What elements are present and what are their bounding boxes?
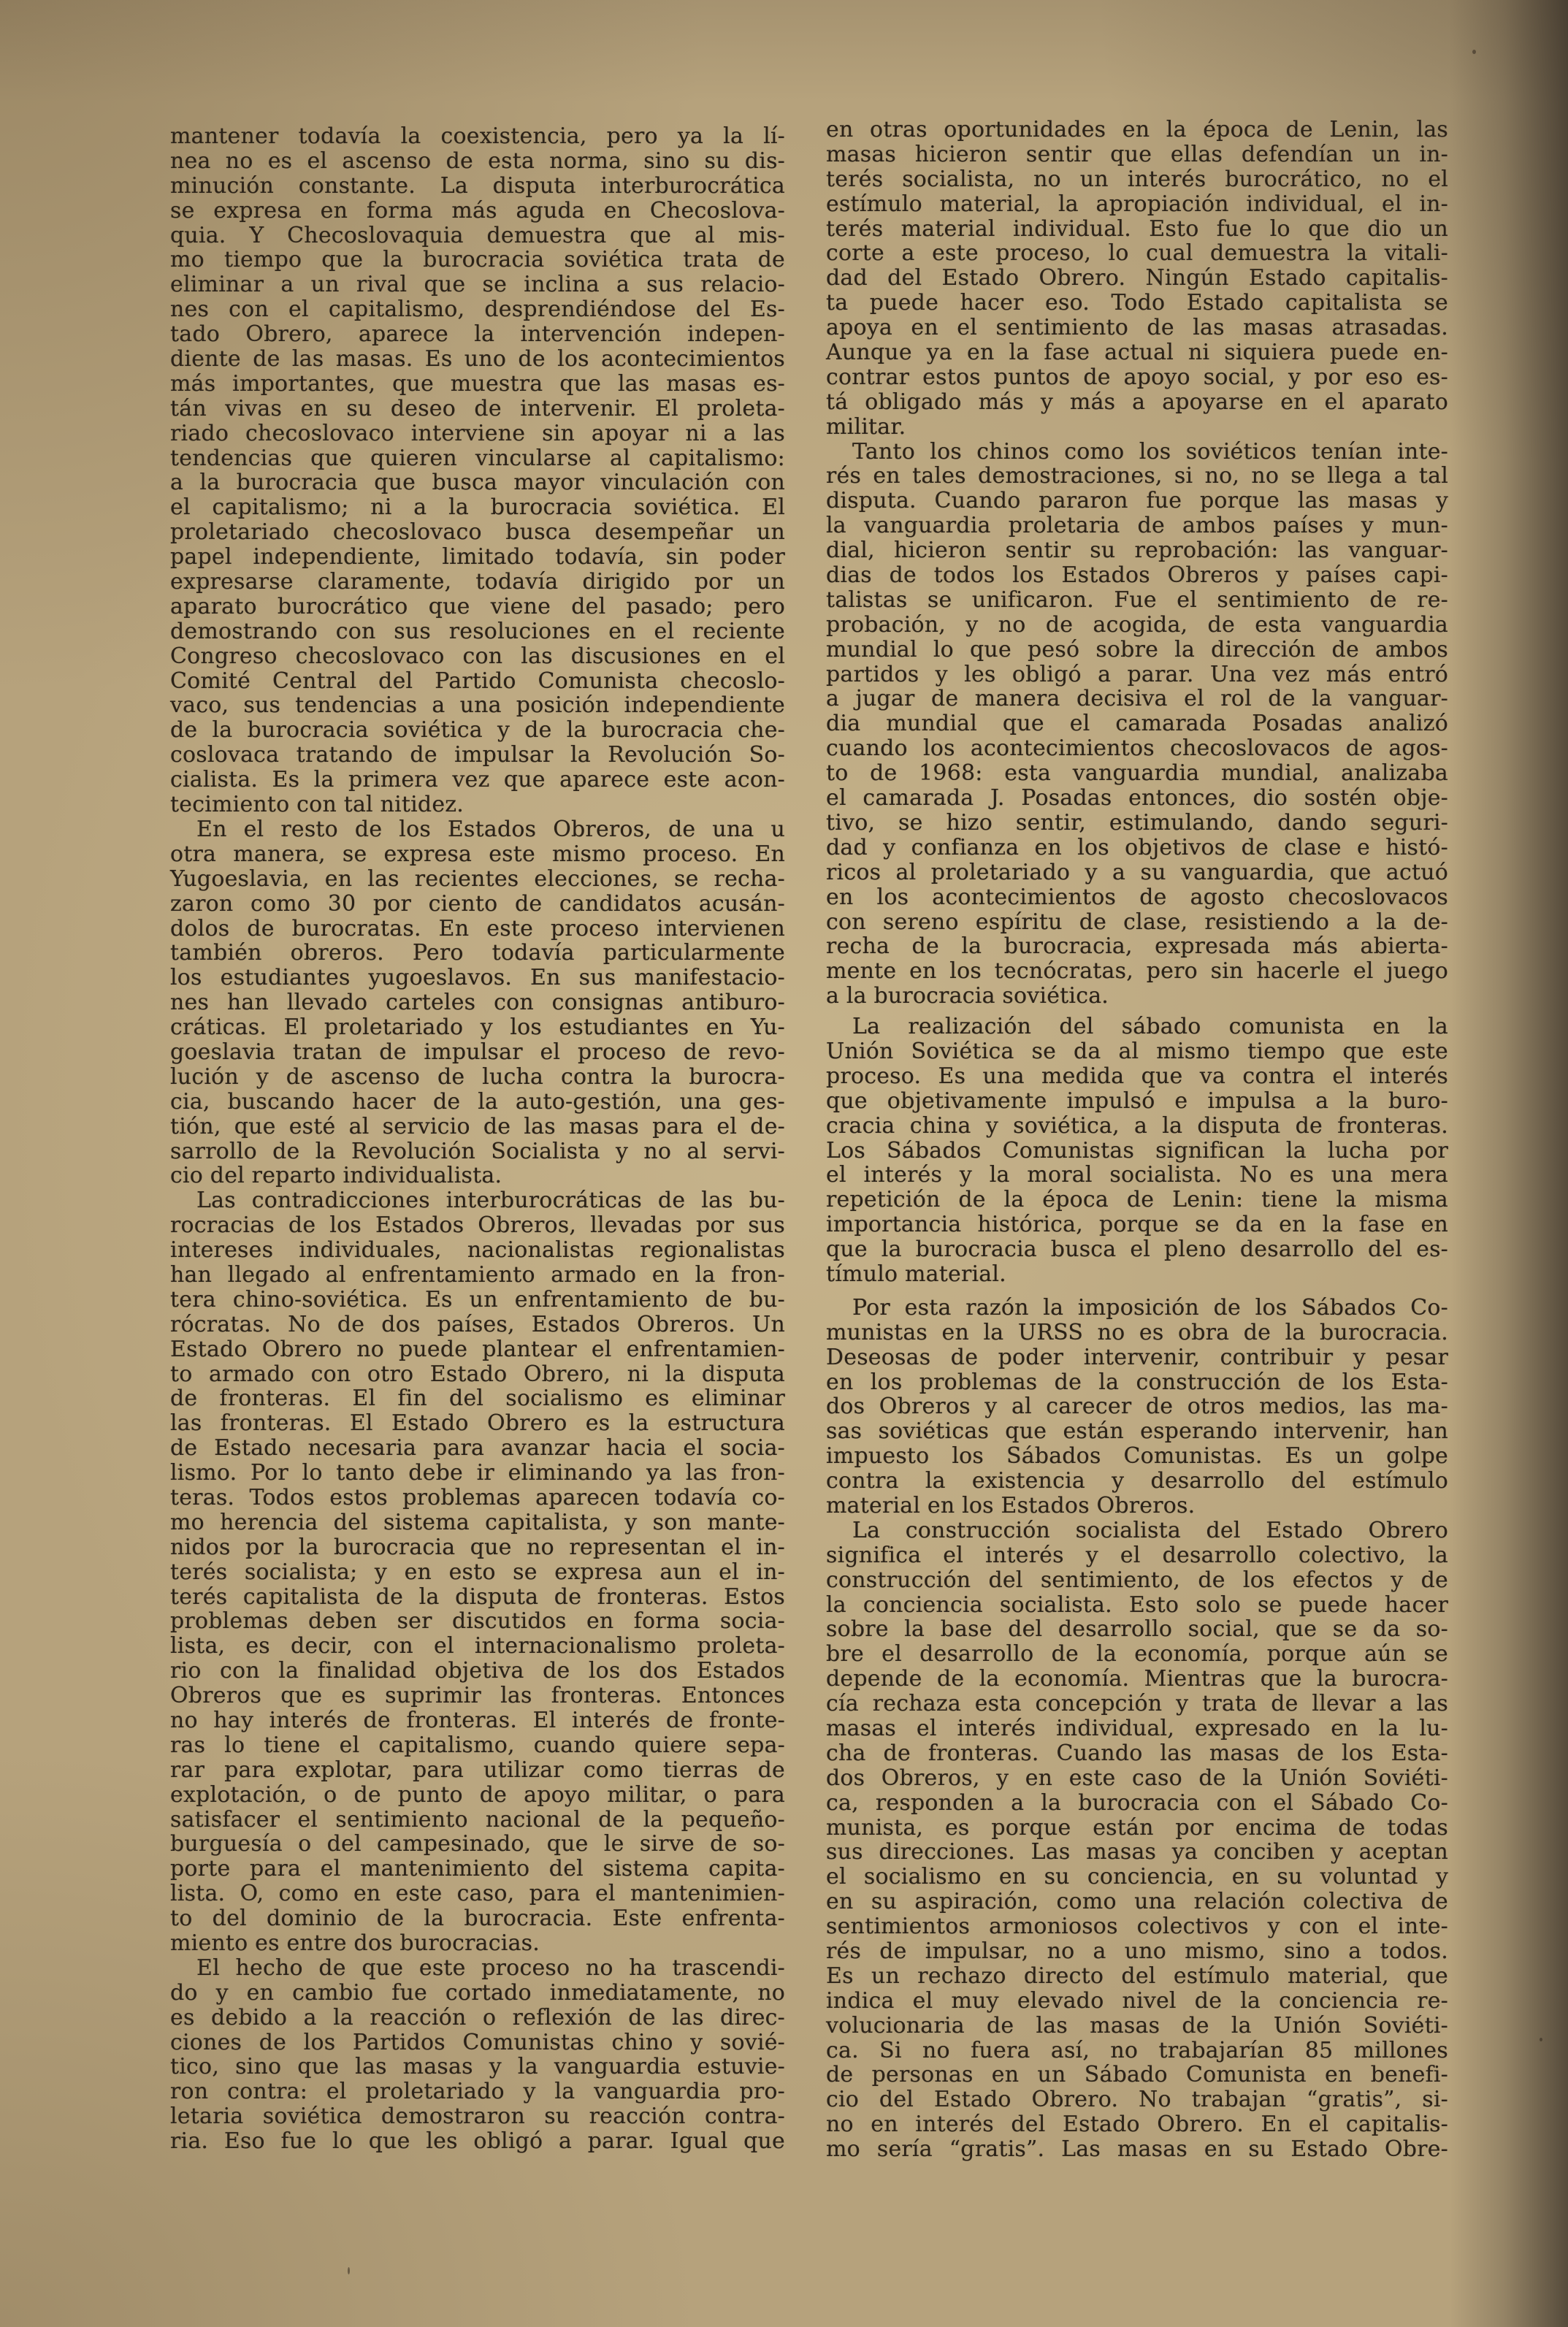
text-line: Las contradicciones interburocráticas de las bu-: [196, 1188, 785, 1214]
text-line: Comité Central del Partido Comunista checoslo-: [170, 668, 785, 694]
text-line: tá obligado más y más a apoyarse en el aparato: [826, 389, 1448, 415]
text-line: dad del Estado Obrero. Ningún Estado capitalis-: [826, 265, 1448, 291]
text-line: mundial lo que pesó sobre la dirección de ambos: [826, 636, 1448, 662]
text-line: cráticas. El proletariado y los estudiantes en Yu-: [170, 1015, 785, 1041]
text-line: porte para el mantenimiento del sistema capita-: [170, 1856, 785, 1882]
scan-speck: [348, 2267, 350, 2274]
text-line: contra la existencia y desarrollo del estímulo: [826, 1468, 1448, 1494]
text-line: mo sería “gratis”. Las masas en su Estado Obre-: [826, 2136, 1448, 2163]
text-line: rar para explotar, para utilizar como tierras de: [170, 1757, 785, 1783]
text-line: eliminar a un rival que se inclina a sus relacio-: [170, 272, 785, 298]
text-line: recha de la burocracia, expresada más abierta-: [826, 933, 1448, 960]
paragraph: [826, 1518, 1448, 2162]
text-line: Es un rechazo directo del estímulo material, que: [826, 1963, 1448, 1989]
text-line: lismo. Por lo tanto debe ir eliminando ya las fron-: [170, 1460, 785, 1486]
text-line: el camarada J. Posadas entonces, dio sostén obje-: [826, 785, 1448, 811]
text-line: minución constante. La disputa interburocrática: [170, 172, 785, 199]
text-line: terés material individual. Esto fue lo que dio un: [826, 215, 1448, 242]
text-line: dia mundial que el camarada Posadas analizó: [826, 711, 1448, 737]
text-line: quia. Y Checoslovaquia demuestra que al mis-: [170, 222, 785, 248]
text-line: mo herencia del sistema capitalista, y son mante-: [170, 1509, 785, 1535]
text-line: tera chino-soviética. Es un enfrentamiento de bu-: [170, 1286, 785, 1312]
text-line: el interés y la moral socialista. No es una mera: [826, 1162, 1448, 1188]
text-line: de fronteras. El fin del socialismo es eliminar: [170, 1386, 785, 1412]
text-line: sus direcciones. Las masas ya conciben y aceptan: [826, 1839, 1448, 1865]
text-line: la vanguardia proletaria de ambos países y mun-: [826, 513, 1448, 539]
text-line: talistas se unificaron. Fue el sentimiento de re-: [826, 586, 1448, 613]
text-line: coslovaca tratando de impulsar la Revolución So-: [170, 742, 785, 768]
text-line: rocracias de los Estados Obreros, llevadas por sus: [170, 1212, 785, 1239]
text-line: nes con el capitalismo, desprendiéndose del Es-: [170, 297, 785, 323]
text-line: partidos y les obligó a parar. Una vez más entró: [826, 661, 1448, 687]
text-line: goeslavia tratan de impulsar el proceso de revo-: [170, 1039, 785, 1065]
text-line: ta puede hacer eso. Todo Estado capitalista se: [826, 290, 1448, 316]
text-line: no hay interés de fronteras. El interés de fronte-: [170, 1708, 785, 1733]
text-line: proletariado checoslovaco busca desempeñar un: [170, 519, 785, 546]
text-line: terés socialista; y en esto se expresa aun el in-: [170, 1559, 785, 1585]
text-line: lista, es decir, con el internacionalismo proleta-: [170, 1633, 785, 1659]
text-line: cialista. Es la primera vez que aparece este acon-: [170, 767, 785, 793]
text-line: explotación, o de punto de apoyo militar, o para: [170, 1781, 785, 1808]
text-line: el socialismo en su conciencia, en su voluntad y: [826, 1864, 1448, 1890]
text-line: militar.: [826, 413, 906, 440]
text-line: el capitalismo; ni a la burocracia soviética. El: [170, 494, 785, 521]
text-line: los estudiantes yugoeslavos. En sus manifestacio-: [170, 965, 785, 991]
text-line: contrar estos puntos de apoyo social, y por eso es-: [826, 364, 1448, 390]
text-line: aparato burocrático que viene del pasado; pero: [170, 593, 785, 619]
text-line: sarrollo de la Revolución Socialista y no al servi-: [170, 1138, 785, 1164]
text-line: ciones de los Partidos Comunistas chino y sovié-: [170, 2029, 785, 2055]
text-line: Yugoeslavia, en las recientes elecciones, se recha-: [170, 866, 785, 892]
text-line: Por esta razón la imposición de los Sábados Co-: [852, 1294, 1448, 1321]
text-line: tión, que esté al servicio de las masas para el de-: [170, 1113, 785, 1139]
text-line: terés capitalista de la disputa de fronteras. Estos: [170, 1583, 785, 1610]
text-line: de la burocracia soviética y de la burocracia che-: [170, 717, 785, 744]
paragraph: [826, 1296, 1448, 1518]
text-line: masas hicieron sentir que ellas defendían un in-: [826, 141, 1448, 167]
text-line: dial, hicieron sentir su reprobación: las vanguar-: [826, 538, 1448, 564]
text-line: burguesía o del campesinado, que le sirve de so-: [170, 1831, 785, 1857]
text-line: a la burocracia soviética.: [826, 983, 1109, 1009]
text-line: diente de las masas. Es uno de los acontecimientos: [170, 346, 785, 372]
text-line: cracia china y soviética, a la disputa de fronteras.: [826, 1112, 1448, 1139]
text-line: de personas en un Sábado Comunista en benefi-: [826, 2062, 1448, 2088]
text-line: probación, y no de acogida, de esta vanguardia: [826, 611, 1448, 638]
text-line: tivo, se hizo sentir, estimulando, dando seguri-: [826, 809, 1448, 836]
text-line: es debido a la reacción o reflexión de las direc-: [170, 2004, 785, 2030]
text-line: dos Obreros, y en este caso de la Unión Soviéti-: [826, 1765, 1448, 1791]
text-line: nidos por la burocracia que no representan el in-: [170, 1534, 785, 1560]
text-line: han llegado al enfrentamiento armado en la fron-: [170, 1261, 785, 1288]
text-line: Los Sábados Comunistas significan la lucha por: [826, 1137, 1448, 1164]
text-line: lista. O, como en este caso, para el mantenimien-: [170, 1881, 785, 1907]
text-line: dad y confianza en los objetivos de clase e histó-: [826, 834, 1448, 860]
text-line: apoya en el sentimiento de las masas atrasadas.: [826, 315, 1448, 341]
text-line: indica el muy elevado nivel de la conciencia re-: [826, 1987, 1448, 2014]
text-line: bre el desarrollo de la economía, porque aún se: [826, 1641, 1448, 1667]
text-line: dos Obreros y al carecer de otros medios, las ma-: [826, 1394, 1448, 1420]
text-line: ca. Si no fuera así, no trabajarían 85 millones: [826, 2037, 1448, 2063]
text-line: impuesto los Sábados Comunistas. Es un golpe: [826, 1443, 1448, 1470]
paragraph: [170, 1188, 785, 1956]
text-line: cia, buscando hacer de la auto-gestión, una ges-: [170, 1088, 785, 1115]
text-line: to del dominio de la burocracia. Este enfrenta-: [170, 1906, 785, 1932]
text-line: proceso. Es una medida que va contra el interés: [826, 1063, 1448, 1089]
text-line: miento es entre dos burocracias.: [170, 1930, 540, 1957]
text-line: masas el interés individual, expresado en la lu-: [826, 1716, 1448, 1741]
paragraph: [170, 124, 785, 817]
text-line: La realización del sábado comunista en la: [852, 1014, 1448, 1040]
text-line: sas soviéticas que están esperando intervenir, han: [826, 1418, 1448, 1445]
text-line: cio del Estado Obrero. No trabajan “gratis”, si-: [826, 2087, 1448, 2113]
text-line: Congreso checoslovaco con las discusiones en el: [170, 643, 785, 669]
text-line: ria. Eso fue lo que les obligó a parar. Igual que: [170, 2128, 785, 2155]
text-line: disputa. Cuando pararon fue porque las masas y: [826, 488, 1448, 514]
scan-speck: [1472, 50, 1476, 54]
paragraph: [170, 1956, 785, 2154]
paragraph: [826, 440, 1448, 1009]
text-line: rio con la finalidad objetiva de los dos Estados: [170, 1658, 785, 1684]
text-line: Tanto los chinos como los soviéticos tenían inte-: [852, 438, 1448, 465]
text-line: ras lo tiene el capitalismo, cuando quiere sepa-: [170, 1732, 785, 1758]
text-column-left: [170, 124, 785, 2154]
text-line: intereses individuales, nacionalistas regionalistas: [170, 1237, 785, 1264]
text-line: se expresa en forma más aguda en Checoslova-: [170, 197, 785, 223]
text-line: construcción del sentimiento, de los efectos y de: [826, 1567, 1448, 1593]
text-line: terés socialista, no un interés burocrático, no el: [826, 166, 1448, 192]
text-line: que objetivamente impulsó e impulsa a la buro-: [826, 1088, 1448, 1114]
text-line: en su aspiración, como una relación colectiva de: [826, 1889, 1448, 1915]
text-line: nea no es el ascenso de esta norma, sino su dis-: [170, 148, 785, 174]
text-line: tado Obrero, aparece la intervención indepen-: [170, 321, 785, 348]
text-line: ron contra: el proletariado y la vanguardia pro-: [170, 2079, 785, 2105]
text-line: ricos al proletariado y a su vanguardia, que actuó: [826, 859, 1448, 885]
text-line: papel independiente, limitado todavía, sin poder: [170, 544, 785, 570]
text-line: sentimientos armoniosos colectivos y con el inte-: [826, 1914, 1448, 1940]
text-line: mo tiempo que la burocracia soviética trata de: [170, 247, 785, 273]
text-line: tecimiento con tal nitidez.: [170, 792, 464, 818]
text-line: to armado con otro Estado Obrero, ni la disputa: [170, 1361, 785, 1387]
text-line: tán vivas en su deseo de intervenir. El proleta-: [170, 395, 785, 421]
text-line: de Estado necesaria para avanzar hacia el socia-: [170, 1435, 785, 1461]
text-line: repetición de la época de Lenin: tiene la misma: [826, 1187, 1448, 1213]
text-line: lución y de ascenso de lucha contra la burocra-: [170, 1063, 785, 1090]
text-line: tico, sino que las masas y la vanguardia estuvie-: [170, 2054, 785, 2080]
text-line: demostrando con sus resoluciones en el reciente: [170, 618, 785, 644]
text-line: cuando los acontecimientos checoslovacos de agos-: [826, 735, 1448, 762]
text-line: depende de la economía. Mientras que la burocra-: [826, 1666, 1448, 1692]
text-line: las fronteras. El Estado Obrero es la estructura: [170, 1410, 785, 1437]
text-line: rés en tales demostraciones, si no, no se llega a tal: [826, 463, 1448, 489]
text-line: munista, es porque están por encima de todas: [826, 1814, 1448, 1841]
text-line: rés de impulsar, no a uno mismo, sino a todos.: [826, 1938, 1448, 1965]
text-line: en otras oportunidades en la época de Lenin, las: [826, 117, 1448, 142]
text-line: rócratas. No de dos países, Estados Obreros. Un: [170, 1311, 785, 1337]
text-line: cio del reparto individualista.: [170, 1163, 502, 1189]
text-line: cha de fronteras. Cuando las masas de los Esta-: [826, 1740, 1448, 1766]
text-line: Unión Soviética se da al mismo tiempo que este: [826, 1038, 1448, 1064]
text-line: vaco, sus tendencias a una posición independiente: [170, 692, 785, 719]
text-line: no en interés del Estado Obrero. En el capitalis-: [826, 2112, 1448, 2138]
text-line: Obreros que es suprimir las fronteras. Entonces: [170, 1683, 785, 1709]
text-line: que la burocracia busca el pleno desarrollo del es-: [826, 1237, 1448, 1263]
text-line: do y en cambio fue cortado inmediatamente, no: [170, 1979, 785, 2006]
text-line: en los problemas de la construcción de los Esta-: [826, 1369, 1448, 1395]
text-line: mente en los tecnócratas, pero sin hacerle el juego: [826, 958, 1448, 985]
text-line: Aunque ya en la fase actual ni siquiera puede en-: [826, 340, 1448, 366]
paragraph: [170, 817, 785, 1188]
text-line: zaron como 30 por ciento de candidatos acusán-: [170, 890, 785, 917]
text-line: ca, responden a la burocracia con el Sábado Co-: [826, 1789, 1448, 1816]
text-line: nes han llevado carteles con consignas antiburo-: [170, 990, 785, 1016]
text-line: problemas deben ser discutidos en forma socia-: [170, 1608, 785, 1635]
text-line: material en los Estados Obreros.: [826, 1492, 1196, 1518]
text-line: significa el interés y el desarrollo colectivo, la: [826, 1542, 1448, 1568]
text-line: con sereno espíritu de clase, resistiendo a la de-: [826, 909, 1448, 935]
text-line: La construcción socialista del Estado Obrero: [852, 1517, 1448, 1543]
text-column-right: [826, 118, 1448, 2162]
text-line: Estado Obrero no puede plantear el enfrentamien-: [170, 1336, 785, 1362]
scan-speck: [1540, 2038, 1542, 2041]
text-line: Deseosas de poder intervenir, contribuir y pesar: [826, 1344, 1448, 1370]
paragraph: [826, 1015, 1448, 1287]
text-line: mantener todavía la coexistencia, pero ya la lí-: [170, 123, 785, 149]
text-line: la conciencia socialista. Esto solo se puede hacer: [826, 1592, 1448, 1618]
text-line: cía rechaza esta concepción y trata de llevar a las: [826, 1691, 1448, 1717]
text-line: dias de todos los Estados Obreros y países capi-: [826, 562, 1448, 589]
text-line: sobre la base del desarrollo social, que se da so-: [826, 1616, 1448, 1643]
text-line: en los acontecimientos de agosto checoslovacos: [826, 884, 1448, 910]
paragraph: [826, 118, 1448, 440]
text-line: En el resto de los Estados Obreros, de una u: [196, 816, 785, 842]
text-line: munistas en la URSS no es obra de la burocracia.: [826, 1319, 1448, 1345]
text-line: dolos de burocratas. En este proceso intervienen: [170, 915, 785, 941]
text-line: tendencias que quieren vincularse al capitalismo:: [170, 445, 785, 471]
text-line: tímulo material.: [826, 1261, 1006, 1287]
text-line: to de 1968: esta vanguardia mundial, analizaba: [826, 760, 1448, 787]
text-line: más importantes, que muestra que las masas es-: [170, 370, 785, 397]
text-line: riado checoslovaco interviene sin apoyar ni a las: [170, 420, 785, 446]
text-line: satisfacer el sentimiento nacional de la pequeño-: [170, 1806, 785, 1833]
text-line: letaria soviética demostraron su reacción contra-: [170, 2104, 785, 2130]
text-line: corte a este proceso, lo cual demuestra la vitali-: [826, 240, 1448, 267]
text-line: estímulo material, la apropiación individual, el in-: [826, 191, 1448, 217]
text-line: también obreros. Pero todavía particularmente: [170, 940, 785, 966]
text-line: teras. Todos estos problemas aparecen todavía co-: [170, 1484, 785, 1510]
text-line: a jugar de manera decisiva el rol de la vanguar-: [826, 686, 1448, 712]
text-line: expresarse claramente, todavía dirigido por un: [170, 569, 785, 595]
text-line: volucionaria de las masas de la Unión Soviéti-: [826, 2012, 1448, 2038]
text-line: importancia histórica, porque se da en la fase en: [826, 1212, 1448, 1238]
text-line: a la burocracia que busca mayor vinculación con: [170, 470, 785, 496]
text-line: El hecho de que este proceso no ha trascendi-: [196, 1955, 785, 1981]
text-line: otra manera, se expresa este mismo proceso. En: [170, 841, 785, 867]
